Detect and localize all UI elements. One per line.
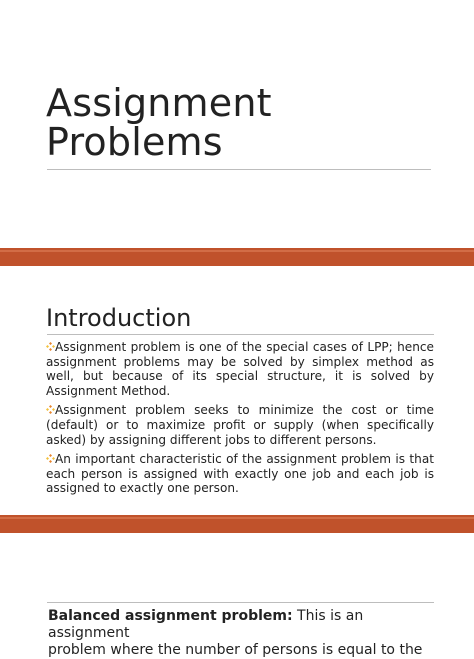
title-slide [0,0,474,248]
title-line-2: Problems [46,120,223,164]
slide-separator-bar [0,515,474,533]
heading-divider [47,334,434,335]
bullet-text: Assignment problem seeks to minimize the cost or time (default) or to maximize profit or supply (when specifically asked) by assigning different jobs to different persons. [46,403,434,447]
title-line-1: Assignment [46,81,272,125]
bullet-text: Assignment problem is one of the special cases of LPP; hence assignment problems may be solved by simplex method as well, but because of its special structure, it is solved by Assignment Method. [46,340,434,398]
term-definition: This is an assignment [48,608,364,641]
introduction-slide [0,266,474,515]
title-divider [47,169,431,170]
term-definition-continued: problem where the number of persons is equal to the [48,642,423,658]
balanced-problem-slide [0,533,474,658]
four-diamond-bullet-icon [46,340,55,349]
list-item [46,452,434,496]
four-diamond-bullet-icon [46,403,55,412]
bullet-list [46,340,434,501]
four-diamond-bullet-icon [46,452,55,461]
slide-separator-bar [0,248,474,266]
bullet-text: An important characteristic of the assignment problem is that each person is assigned with exactly one job and each job is assigned to exactly one person. [46,452,434,496]
list-item [46,403,434,447]
slide-title [46,81,272,164]
slide-body-text [48,608,436,659]
heading-divider [47,602,434,603]
term-label: Balanced assignment problem: [48,608,293,624]
slide-heading: Introduction [46,304,192,332]
list-item [46,340,434,398]
